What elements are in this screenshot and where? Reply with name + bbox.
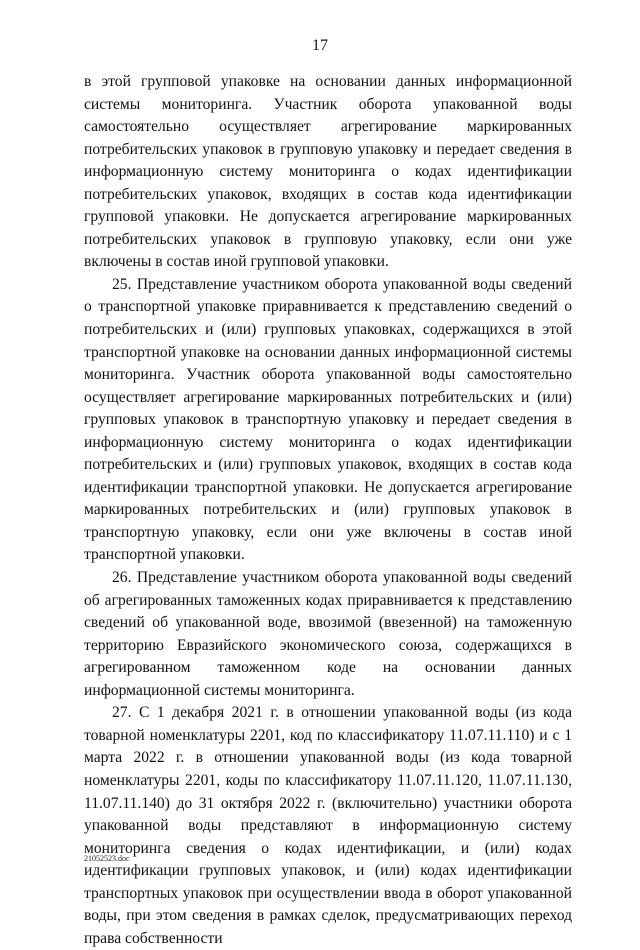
paragraph-25: 25. Представление участником оборота упакованной воды сведений о транспортной упаковке приравнивается к представлению сведений о потребительских и (или) групповых упаковках, содержащихся в этой транспортной упаковке на основании данных информационной системы мониторинга. Участник оборота упакованной воды самостоятельно осуществляет агрегирование маркированных потребительских и (или) групповых упаковок в транспортную упаковку и передает сведения в информационную систему мониторинга о кодах идентификации потребительских и (или) групповых упаковок, входящих в состав кода идентификации транспортной упаковки. Не допускается агрегирование маркированных потребительских и (или) групповых упаковок в транспортную упаковку, если они уже включены в состав иной транспортной упаковки. xyxy=(84,275,572,564)
paragraph-continuation: в этой групповой упаковке на основании данных информационной системы мониторинга. Участник оборота упакованной воды самостоятельно осуществляет агрегирование маркированных потребительских упаковок в групповую упаковку и передает сведения в информационную систему мониторинга о кодах идентификации потребительских упаковок, входящих в состав кода идентификации групповой упаковки. Не допускается агрегирование маркированных потребительских упаковок в групповую упаковку, если они уже включены в состав иной групповой упаковки. xyxy=(84,73,572,271)
paragraph-26: 26. Представление участником оборота упакованной воды сведений об агрегированных таможенных кодах приравнивается к представлению сведений об упакованной воде, ввозимой (ввезенной) на таможенную территорию Евразийского экономического союза, содержащихся в агрегированном таможенном коде на основании данных информационной системы мониторинга. xyxy=(84,569,572,699)
document-body xyxy=(84,71,572,950)
page-number: 17 xyxy=(312,37,328,54)
paragraph-27: 27. С 1 декабря 2021 г. в отношении упакованной воды (из кода товарной номенклатуры 2201, код по классификатору 11.07.11.110) и с 1 марта 2022 г. в отношении упакованной воды (из кода товарной номенклатуры 2201, коды по классификатору 11.07.11.120, 11.07.11.130, 11.07.11.140) до 31 октября 2022 г. (включительно) участники оборота упакованной воды представляют в информационную систему мониторинга сведения о кодах идентификации, и (или) кодах идентификации групповых упаковок, и (или) кодах идентификации транспортных упаковок при осуществлении ввода в оборот упакованной воды, при этом сведения в рамках сделок, предусматривающих переход права собственности xyxy=(84,704,572,947)
footer-filename: 21052523.doc xyxy=(84,854,130,863)
